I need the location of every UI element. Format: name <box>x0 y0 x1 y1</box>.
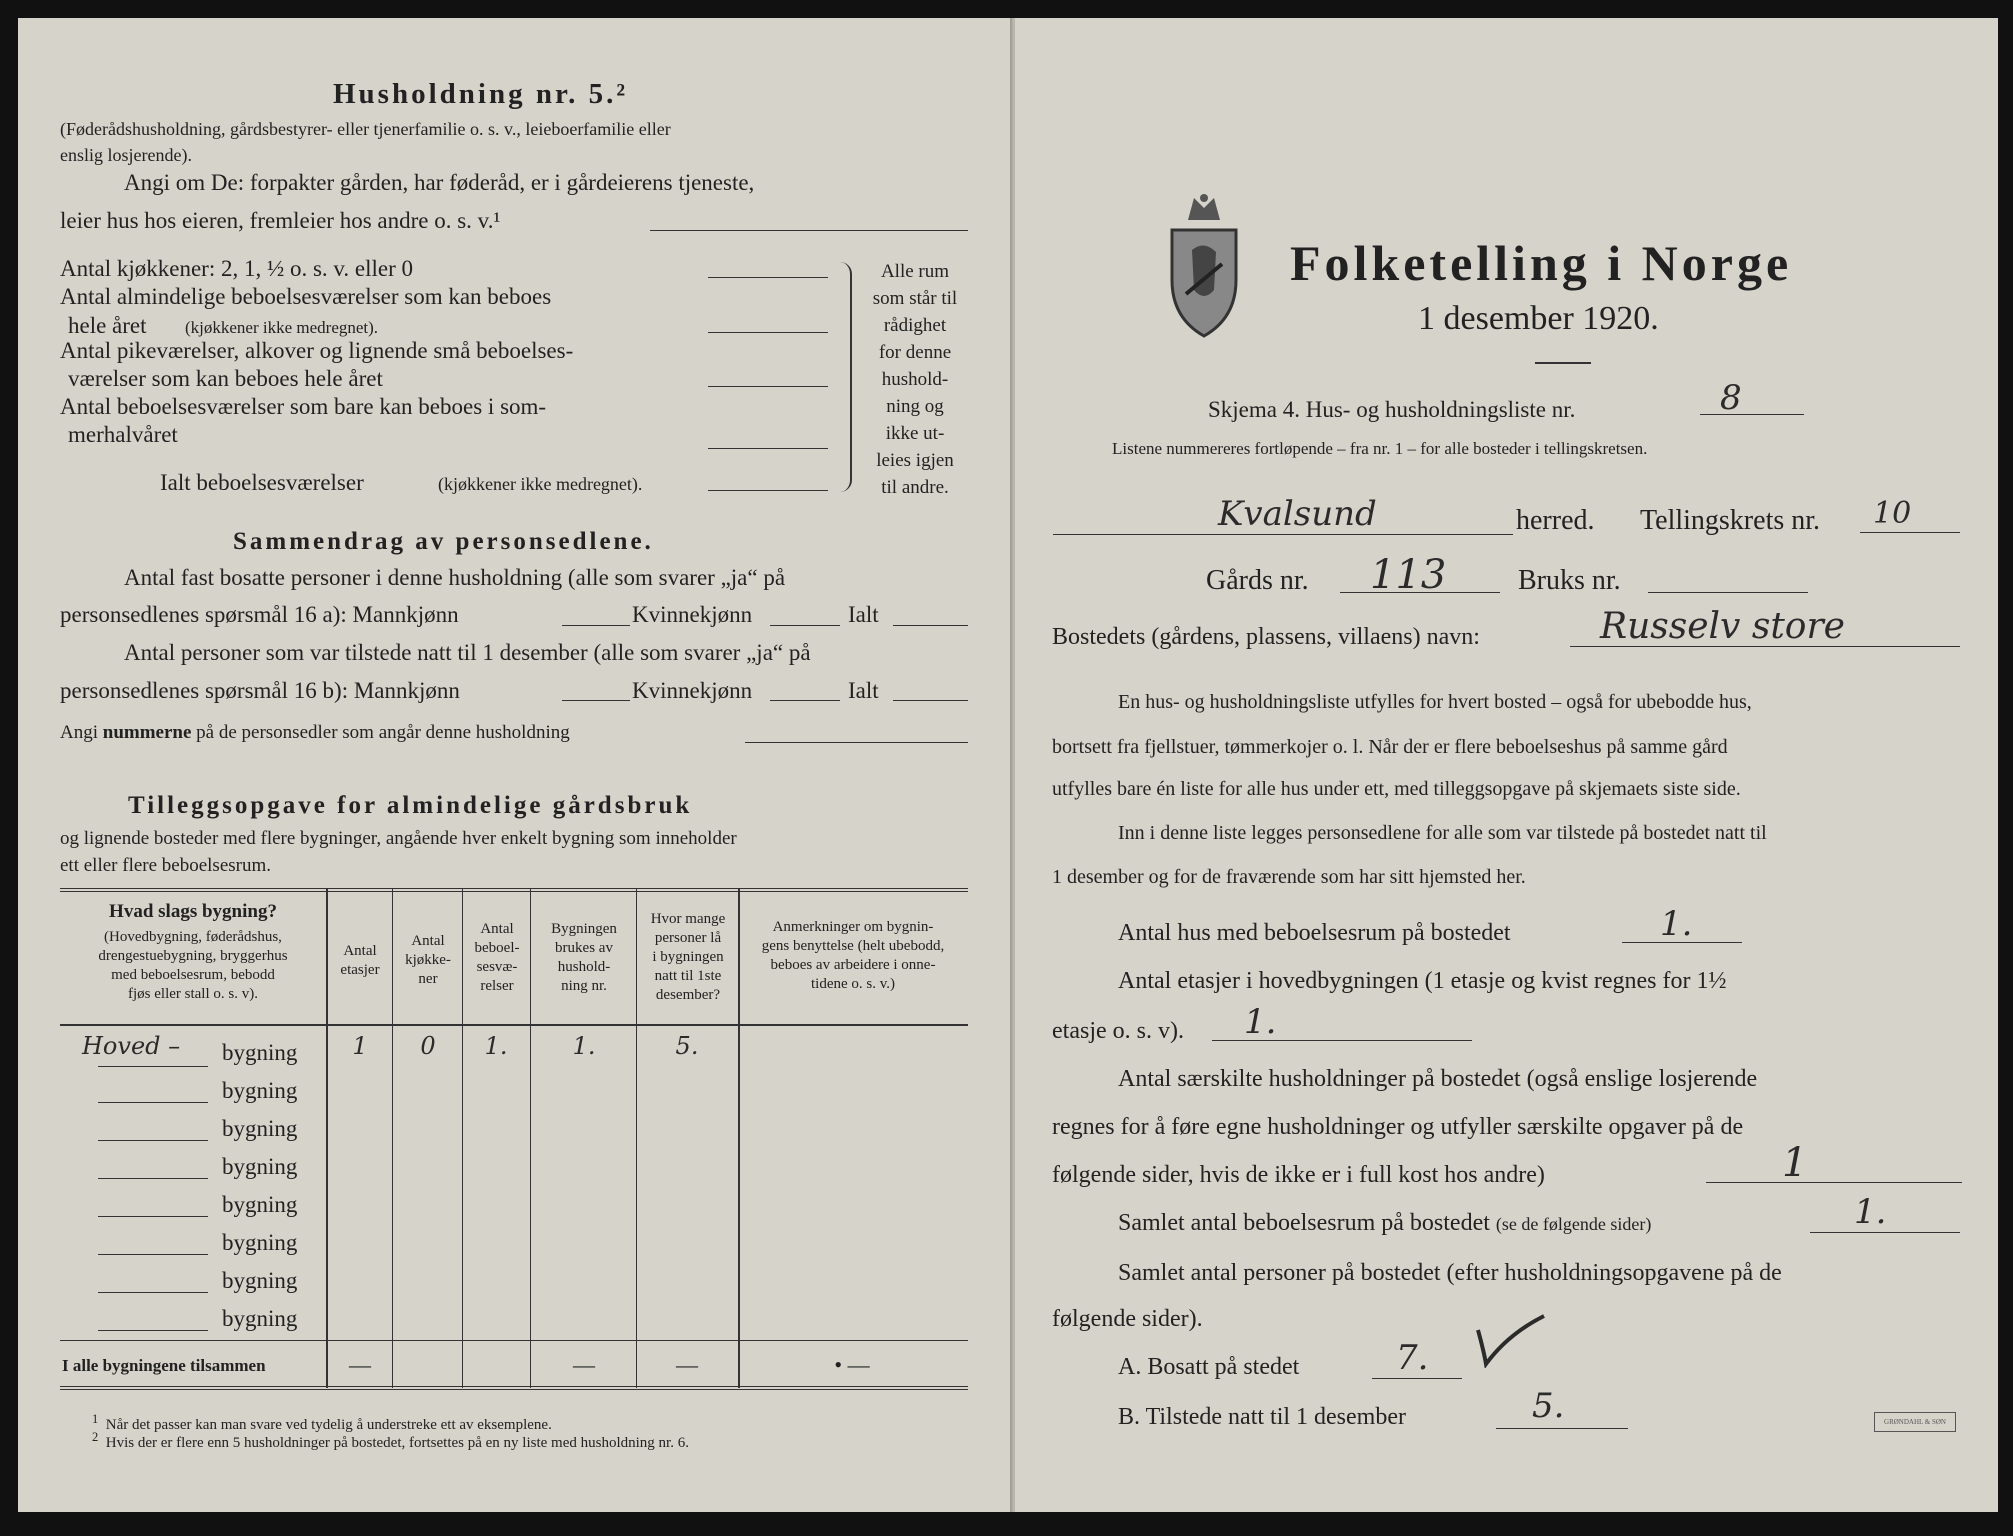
herred-value[interactable]: Kvalsund <box>1218 494 1377 534</box>
skjema-label: Skjema 4. Hus- og husholdningsliste nr. <box>1208 397 1576 422</box>
info-p2: bortsett fra fjellstuer, tømmerkojer o. l. Når der er flere beboelseshus på samme gård <box>1052 736 1728 758</box>
household-subtitle-2: enslig losjerende). <box>60 145 192 165</box>
gards-label: Gårds nr. <box>1206 565 1309 596</box>
info-p5: 1 desember og for de fraværende som har sitt hjemsted her. <box>1052 866 1526 888</box>
angi-line-1: Angi om De: forpakter gården, har føderåd, er i gårdeierens tjeneste, <box>124 170 755 195</box>
tillegg-title: Tilleggsopgave for almindelige gårdsbruk <box>128 792 693 819</box>
gards-line <box>1340 592 1500 593</box>
sommer-label-1: Antal beboelsesværelser som bare kan beboes i som- <box>60 394 547 419</box>
tilst-mann-answer[interactable] <box>562 700 630 701</box>
footnote-2: $^2$ Hvis der er flere enn 5 husholdninger på bostedet, fortsettes på en ny liste med husholdning nr. 6. <box>92 1430 689 1451</box>
a-rum[interactable]: 1. <box>1854 1192 1887 1232</box>
q-hush-2: regnes for å føre egne husholdninger og utfyller særskilte opgaver på de <box>1052 1114 1744 1140</box>
sommer-answer[interactable] <box>708 448 828 449</box>
row1-personer[interactable]: 5. <box>675 1032 699 1060</box>
ialt-label: Ialt beboelsesværelser <box>160 470 364 495</box>
bosted-value[interactable]: Russelv store <box>1600 606 1845 647</box>
row-line[interactable] <box>98 1292 208 1293</box>
fast-mann-answer[interactable] <box>562 625 630 626</box>
alm-label-1: Antal almindelige beboelsesværelser som kan beboes <box>60 284 552 309</box>
household-title: Husholdning nr. 5.² <box>333 78 629 110</box>
tilstede-line <box>1496 1428 1628 1429</box>
q-personer-1: Samlet antal personer på bostedet (efter husholdningsopgavene på de <box>1118 1260 1782 1286</box>
tilst-line-2: personsedlenes spørsmål 16 b): Mannkjønn <box>60 678 460 703</box>
row1-line <box>98 1066 208 1067</box>
tilst-kvinn-label: Kvinnekjønn <box>632 678 753 703</box>
q-bosatt: A. Bosatt på stedet <box>1118 1354 1300 1380</box>
rum-line <box>1810 1232 1960 1233</box>
tilst-kvinn-answer[interactable] <box>770 700 840 701</box>
q-rum: Samlet antal beboelsesrum på bostedet (se de følgende sider) <box>1118 1210 1652 1236</box>
fast-line-1: Antal fast bosatte personer i denne husholdning (alle som svarer „ja“ på <box>124 565 786 590</box>
col-header-beboelsesvaerelser: Antal beboel- sesvæ- relser <box>474 921 520 994</box>
col-header-etasjer: Antal etasjer <box>340 943 380 978</box>
row1-kjokkener[interactable]: 0 <box>420 1032 436 1060</box>
q-hush-1: Antal særskilte husholdninger på bostedet (også enslige losjerende <box>1118 1066 1758 1092</box>
tellingskrets-label: Tellingskrets nr. <box>1640 505 1821 536</box>
alm-label-small: (kjøkkener ikke medregnet). <box>185 318 379 337</box>
sammendrag-title: Sammendrag av personsedlene. <box>233 528 654 555</box>
bosted-label: Bostedets (gårdens, plassens, villaens) navn: <box>1052 624 1480 650</box>
total-etasjer: — <box>349 1352 371 1377</box>
fast-ialt-label: Ialt <box>848 602 879 627</box>
bosted-line <box>1570 646 1960 647</box>
title-rule <box>1535 362 1591 364</box>
printer-stamp: GRØNDAHL & SØN <box>1874 1412 1956 1432</box>
row-label: bygning <box>222 1230 298 1255</box>
total-personer: — <box>676 1352 698 1377</box>
q-tilstede: B. Tilstede natt til 1 desember <box>1118 1404 1406 1430</box>
row-label: bygning <box>222 1078 298 1103</box>
col-header-husholdning: Bygningen brukes av hushold- ning nr. <box>551 921 617 994</box>
q-etasjer-1: Antal etasjer i hovedbygningen (1 etasje og kvist regnes for 1½ <box>1118 968 1727 994</box>
row-line[interactable] <box>98 1178 208 1179</box>
q-hus: Antal hus med beboelsesrum på bostedet <box>1118 920 1511 946</box>
pike-answer[interactable] <box>708 386 828 387</box>
row1-husholdning[interactable]: 1. <box>572 1032 596 1060</box>
kjokkener-label: Antal kjøkkener: 2, 1, ½ o. s. v. eller 0 <box>60 256 414 281</box>
kjokkener-answer[interactable] <box>708 277 828 278</box>
row-label: bygning <box>222 1306 298 1331</box>
col-header-personer: Hvor mange personer lå i bygningen natt til 1ste desember? <box>650 911 726 1003</box>
footnote-1: $^1$ Når det passer kan man svare ved tydelig å understreke ett av eksemplene. <box>92 1412 552 1433</box>
row-label: bygning <box>222 1268 298 1293</box>
q-personer-2: følgende sider). <box>1052 1306 1203 1332</box>
tillegg-line-1: og lignende bosteder med flere bygninger, angående hver enkelt bygning som inneholder <box>60 828 737 849</box>
bracket <box>840 262 852 492</box>
herred-line <box>1053 534 1513 535</box>
col-header-type: Hvad slags bygning? <box>109 901 277 922</box>
q-hush-3: følgende sider, hvis de ikke er i full kost hos andre) <box>1052 1162 1545 1188</box>
row1-hand[interactable]: Hoved – <box>82 1032 181 1060</box>
q-etasjer-2: etasje o. s. v). <box>1052 1018 1184 1044</box>
listene-note: Listene nummereres fortløpende – fra nr. 1 – for alle bosteder i tellingskretsen. <box>1112 439 1648 458</box>
nummer-answer[interactable] <box>745 742 968 743</box>
census-date: 1 desember 1920. <box>1418 300 1659 337</box>
row-line[interactable] <box>98 1330 208 1331</box>
bracket-note: Alle rum som står til rådighet for denne hushold- ning og ikke ut- leies igjen til andre. <box>872 261 958 498</box>
main-title: Folketelling i Norge <box>1290 235 1793 291</box>
angi-line-2: leier hus hos eieren, fremleier hos andre o. s. v.¹ <box>60 208 501 233</box>
tillegg-line-2: ett eller flere beboelsesrum. <box>60 855 272 876</box>
info-p1: En hus- og husholdningsliste utfylles for hvert bosted – også for ubebodde hus, <box>1118 691 1752 713</box>
nummer-line: Angi nummerne på de personsedler som angår denne husholdning <box>60 722 570 743</box>
etasjer-line <box>1212 1040 1472 1041</box>
a-hush[interactable]: 1 <box>1782 1140 1808 1186</box>
pike-label-2: værelser som kan beboes hele året <box>68 366 383 391</box>
herred-label: herred. <box>1516 505 1595 536</box>
row1-vaerelser[interactable]: 1. <box>484 1032 508 1060</box>
bruks-label: Bruks nr. <box>1518 565 1621 596</box>
alm-answer[interactable] <box>708 332 828 333</box>
ialt-answer[interactable] <box>708 490 828 491</box>
info-p3: utfylles bare én liste for alle hus under ett, med tilleggsopgave på skjemaets siste side. <box>1052 778 1741 800</box>
tellingskrets-line <box>1860 532 1960 533</box>
a-bosatt[interactable]: 7. <box>1396 1338 1429 1378</box>
bruks-line[interactable] <box>1648 592 1808 593</box>
total-anmerkning: • — <box>834 1352 870 1377</box>
fast-ialt-answer[interactable] <box>893 625 968 626</box>
a-hus[interactable]: 1. <box>1660 904 1693 944</box>
row-line[interactable] <box>98 1254 208 1255</box>
alm-label-2: hele året <box>68 313 147 338</box>
col-header-type-sub: (Hovedbygning, føderådshus, drengestuebygning, bryggerhus med beboelsesrum, bebodd fjøs eller stall o. s. v). <box>98 929 288 1002</box>
row-line[interactable] <box>98 1140 208 1141</box>
building-table <box>42 888 968 1390</box>
tilst-ialt-label: Ialt <box>848 678 879 703</box>
row-label: bygning <box>222 1116 298 1141</box>
hus-line <box>1622 942 1742 943</box>
pike-label-1: Antal pikeværelser, alkover og lignende små beboelses- <box>60 338 574 363</box>
row-line[interactable] <box>98 1102 208 1103</box>
total-label: I alle bygningene tilsammen <box>62 1356 266 1375</box>
household-subtitle: (Føderådshusholdning, gårdsbestyrer- eller tjenerfamilie o. s. v., leieboerfamilie eller <box>60 119 671 139</box>
tilst-line-1: Antal personer som var tilstede natt til 1 desember (alle som svarer „ja“ på <box>124 640 811 665</box>
row-label: bygning <box>222 1040 298 1065</box>
row1-etasjer[interactable]: 1 <box>352 1032 368 1060</box>
ialt-small: (kjøkkener ikke medregnet). <box>438 474 643 494</box>
col-header-anmerkninger: Anmerkninger om bygnin- gens benyttelse (helt ubebodd, beboes av arbeidere i onne- tidene o. s. v.) <box>761 919 945 992</box>
checkmark-icon <box>1472 1312 1548 1368</box>
fast-kvinn-answer[interactable] <box>770 625 840 626</box>
tilst-ialt-answer[interactable] <box>893 700 968 701</box>
a-tilstede[interactable]: 5. <box>1532 1386 1565 1426</box>
col-header-kjokkener: Antal kjøkke- ner <box>405 933 451 987</box>
hush-line <box>1706 1182 1962 1183</box>
info-p4: Inn i denne liste legges personsedlene for alle som var tilstede på bostedet natt til <box>1118 822 1767 844</box>
row-label: bygning <box>222 1154 298 1179</box>
bosatt-line <box>1372 1378 1462 1379</box>
tellingskrets-nr[interactable]: 10 <box>1873 496 1912 531</box>
gards-nr[interactable]: 113 <box>1370 552 1447 598</box>
skjema-line <box>1700 414 1804 415</box>
row-line[interactable] <box>98 1216 208 1217</box>
sommer-label-2: merhalvåret <box>68 422 178 447</box>
angi-answer-line[interactable] <box>650 230 968 231</box>
skjema-nr[interactable]: 8 <box>1720 378 1742 418</box>
fast-line-2: personsedlenes spørsmål 16 a): Mannkjønn <box>60 602 459 627</box>
coat-of-arms-icon <box>1164 190 1244 340</box>
total-husholdning: — <box>573 1352 595 1377</box>
fast-kvinn-label: Kvinnekjønn <box>632 602 753 627</box>
row-label: bygning <box>222 1192 298 1217</box>
a-etasjer[interactable]: 1. <box>1244 1002 1277 1042</box>
